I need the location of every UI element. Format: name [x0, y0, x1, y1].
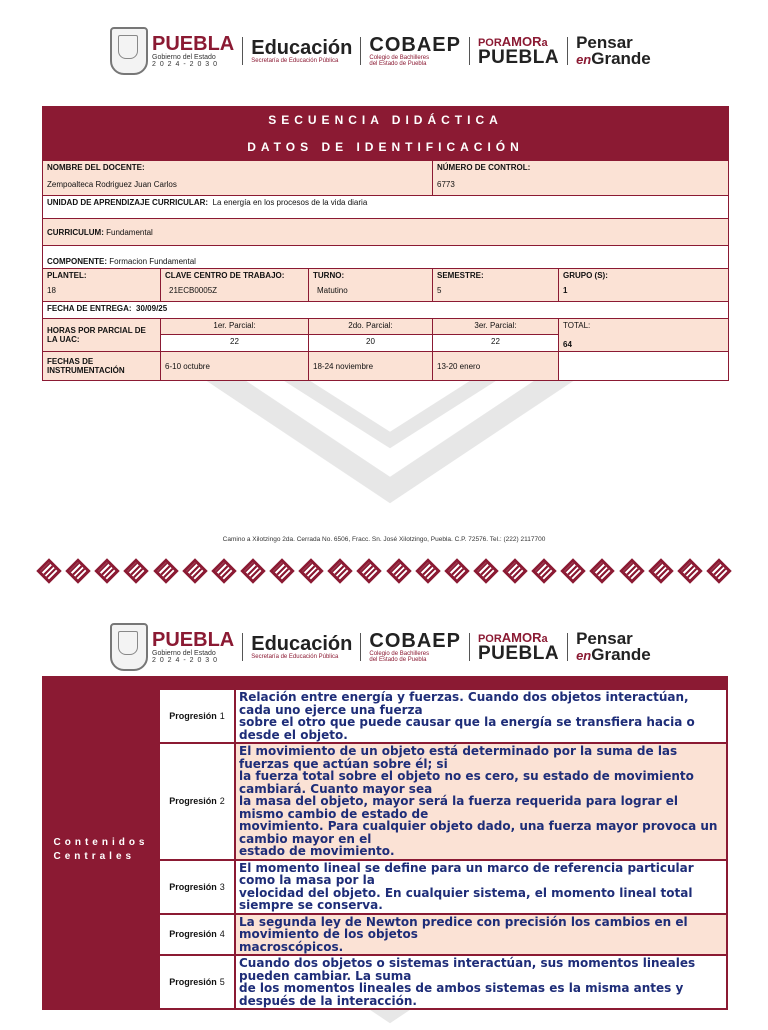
- componente-label: COMPONENTE:: [47, 257, 107, 266]
- progresion-label-text: Progresión: [169, 977, 217, 987]
- a-label: a: [541, 633, 548, 645]
- componente-value: Formacion Fundamental: [109, 257, 196, 266]
- sep-label: Secretaría de Educación Pública: [251, 654, 339, 660]
- progresion-label: [160, 956, 236, 1008]
- curriculum-value: Fundamental: [106, 227, 153, 237]
- institutional-header: [110, 20, 660, 82]
- progresion-row: [160, 861, 726, 915]
- curriculum-row: [43, 219, 729, 246]
- control-value: 6773: [437, 180, 455, 189]
- progresion-label: [160, 690, 236, 742]
- puebla-crest-icon: [110, 27, 148, 75]
- puebla-crest-icon: [110, 623, 148, 671]
- progresion-row: [160, 956, 726, 1010]
- total-value: 64: [563, 340, 572, 349]
- ornament-icon: [619, 558, 644, 583]
- progresion-text-line: El momento lineal se define para un marco de referencia particular como la masa por la: [239, 860, 694, 887]
- plantel-value: 18: [47, 286, 56, 295]
- progresion-label-text: Progresión: [169, 711, 217, 721]
- ornament-icon: [298, 558, 323, 583]
- contenidos-side-label: [42, 690, 160, 1010]
- cobaep-title: COBAEP: [369, 630, 461, 652]
- horas2-value: 20: [309, 335, 433, 352]
- progresion-label-text: Progresión: [169, 796, 217, 807]
- progresion-text-line: velocidad del objeto. En cualquier sistema, el momento lineal total siempre se conserva.: [239, 885, 693, 912]
- ornament-icon: [502, 558, 527, 583]
- progresion-text: [236, 861, 726, 913]
- puebla-brand: [152, 34, 234, 68]
- amor-label: AMOR: [501, 34, 542, 49]
- ident-title: DATOS DE IDENTIFICACIÓN: [247, 140, 524, 154]
- colegio-line1: Colegio de Bachilleres: [369, 651, 430, 657]
- side-line1: Contenidos: [53, 837, 149, 848]
- ornament-icon: [65, 558, 90, 583]
- ornament-icon: [269, 558, 294, 583]
- fecha1-value: 6-10 octubre: [161, 352, 309, 381]
- docente-row: [43, 161, 729, 196]
- ornament-icon: [328, 558, 353, 583]
- colegio-line1: Colegio de Bachilleres: [369, 55, 430, 61]
- cobaep-brand: [369, 631, 461, 663]
- ornament-icon: [211, 558, 236, 583]
- progresion-text-line: macroscópicos.: [239, 939, 344, 954]
- divider: [567, 37, 568, 65]
- ornament-icon: [590, 558, 615, 583]
- uac-value: La energía en los procesos de la vida diaria: [212, 198, 368, 207]
- progresion-text-line: sobre el otro que puede causar que la energía se transfiera hacia o desde el objeto.: [239, 715, 695, 742]
- cobaep-title: COBAEP: [369, 34, 461, 56]
- educacion-title: Educación: [251, 37, 353, 59]
- progresion-text-line: la masa del objeto, mayor será la fuerza requerida para lograr el mismo cambio de estado de: [239, 794, 678, 821]
- ornament-icon: [531, 558, 556, 583]
- poramor-brand: [478, 36, 559, 66]
- divider: [567, 633, 568, 661]
- clave-label: CLAVE CENTRO DE TRABAJO:: [165, 271, 285, 280]
- divider: [469, 37, 470, 65]
- docente-value: Zempoalteca Rodriguez Juan Carlos: [47, 180, 177, 189]
- footer-address: Camino a Xilotzingo 2da. Cerrada No. 6506, Fracc. Sn. José Xilotzingo, Puebla. C.P. 72576. Tel.: (222) 2117700: [222, 536, 546, 543]
- fecha3-value: 13-20 enero: [433, 352, 559, 381]
- contenidos-top-bar: [42, 676, 728, 690]
- years-label: 2 0 2 4 - 2 0 3 0: [152, 657, 219, 664]
- fecha-entrega-row: [43, 302, 729, 319]
- puebla-brand: [152, 630, 234, 664]
- fecha-value: 30/09/25: [136, 304, 168, 313]
- clave-value: 21ECB0005Z: [169, 286, 218, 295]
- progresion-text-line: Relación entre energía y fuerzas. Cuando dos objetos interactúan, cada uno ejerce una fuerza: [239, 690, 689, 717]
- educacion-title: Educación: [251, 633, 353, 655]
- docente-label: NOMBRE DEL DOCENTE:: [47, 163, 145, 172]
- sep-label: Secretaría de Educación Pública: [251, 58, 339, 64]
- gobierno-label: Gobierno del Estado: [152, 650, 216, 657]
- en-label: en: [576, 52, 592, 67]
- progresion-number: 4: [219, 929, 225, 940]
- semestre-value: 5: [437, 286, 442, 295]
- uac-label: UNIDAD DE APRENDIZAJE CURRICULAR:: [47, 198, 209, 207]
- divider: [360, 37, 361, 65]
- ornament-icon: [386, 558, 411, 583]
- progresion-label: [160, 861, 236, 913]
- uac-row: [43, 196, 729, 219]
- puebla-big-label: PUEBLA: [477, 642, 560, 664]
- ornament-icon: [444, 558, 469, 583]
- sequence-title-row: [43, 107, 729, 134]
- progresion-text-line: Cuando dos objetos o sistemas interactúan, sus momentos lineales pueden cambiar. La suma: [239, 956, 696, 983]
- progresion-label-text: Progresión: [169, 881, 217, 892]
- progresion-number: 2: [219, 796, 225, 807]
- institutional-header-2: [110, 616, 660, 678]
- puebla-title: PUEBLA: [152, 629, 235, 651]
- gobierno-label: Gobierno del Estado: [152, 54, 216, 61]
- fechas-row: [43, 352, 729, 381]
- por-label: POR: [477, 633, 502, 645]
- ornament-icon: [124, 558, 149, 583]
- curriculum-label: CURRICULUM:: [47, 227, 104, 237]
- progresion-row: [160, 744, 726, 861]
- amor-label: AMOR: [501, 630, 542, 645]
- progresion-label: [160, 744, 236, 859]
- grande-label: Grande: [591, 645, 651, 664]
- plantel-row: [43, 269, 729, 302]
- ident-title-row: [43, 134, 729, 161]
- ornament-icon: [648, 558, 673, 583]
- side-line2: Centrales: [53, 851, 136, 862]
- progresion-text: [236, 744, 726, 859]
- colegio-line2: del Estado de Puebla: [369, 61, 427, 67]
- grupo-label: GRUPO (S):: [563, 271, 608, 280]
- progresion-text: [236, 915, 726, 955]
- grupo-value: 1: [563, 286, 568, 295]
- contenidos-table: [42, 676, 728, 1010]
- divider: [469, 633, 470, 661]
- progresion-number: 3: [219, 881, 225, 892]
- turno-label: TURNO:: [313, 271, 345, 280]
- decorative-band: [40, 556, 728, 586]
- progresion-label-text: Progresión: [169, 929, 217, 940]
- por-label: POR: [477, 37, 502, 49]
- ornament-icon: [706, 558, 731, 583]
- ornament-icon: [473, 558, 498, 583]
- a-label: a: [541, 37, 548, 49]
- progresion-text-line: la fuerza total sobre el objeto no es cero, su estado de movimiento cambiará. Cuanto mayor sea: [239, 769, 694, 796]
- progresion-number: 5: [219, 977, 225, 987]
- total-label: TOTAL:: [563, 321, 591, 330]
- fecha2-value: 18-24 noviembre: [309, 352, 433, 381]
- parcial2-label: 2do. Parcial:: [309, 319, 433, 335]
- progresion-text-line: movimiento. Para cualquier objeto dado, una fuerza mayor provoca un cambio mayor en el: [239, 819, 718, 846]
- horas-label: HORAS POR PARCIAL DE LA UAC:: [43, 319, 161, 352]
- progresiones-list: [160, 690, 728, 1010]
- componente-row: [43, 246, 729, 269]
- semestre-label: SEMESTRE:: [437, 271, 484, 280]
- progresion-text-line: El movimiento de un objeto está determinado por la suma de las fuerzas que actúan sobre él; si: [239, 744, 678, 771]
- control-label: NÚMERO DE CONTROL:: [437, 163, 531, 172]
- divider: [242, 633, 243, 661]
- identification-table: [42, 106, 729, 381]
- horas-header-row: [43, 319, 729, 335]
- pensar-label: Pensar: [576, 628, 633, 648]
- ornament-icon: [677, 558, 702, 583]
- puebla-big-label: PUEBLA: [477, 46, 560, 68]
- fechas-label: FECHAS DE INSTRUMENTACIÓN: [43, 352, 161, 381]
- ornament-icon: [561, 558, 586, 583]
- progresion-text-line: de los momentos lineales de ambos sistemas es la misma antes y después de la interacción.: [239, 981, 684, 1008]
- progresion-text-line: La segunda ley de Newton predice con precisión los cambios en el movimiento de los objetos: [239, 914, 688, 941]
- progresion-number: 1: [219, 711, 225, 721]
- poramor-brand: [478, 632, 559, 662]
- progresion-row: [160, 690, 726, 744]
- divider: [360, 633, 361, 661]
- cobaep-brand: [369, 35, 461, 67]
- horas1-value: 22: [161, 335, 309, 352]
- ornament-icon: [240, 558, 265, 583]
- ornament-icon: [153, 558, 178, 583]
- puebla-title: PUEBLA: [152, 33, 235, 55]
- ornament-icon: [182, 558, 207, 583]
- grande-label: Grande: [591, 49, 651, 68]
- educacion-brand: [251, 634, 352, 660]
- en-label: en: [576, 648, 592, 663]
- turno-value: Matutino: [317, 286, 348, 295]
- colegio-line2: del Estado de Puebla: [369, 657, 427, 663]
- years-label: 2 0 2 4 - 2 0 3 0: [152, 61, 219, 68]
- progresion-label: [160, 915, 236, 955]
- educacion-brand: [251, 38, 352, 64]
- pensar-brand: [576, 32, 651, 68]
- plantel-label: PLANTEL:: [47, 271, 87, 280]
- parcial3-label: 3er. Parcial:: [433, 319, 559, 335]
- pensar-label: Pensar: [576, 32, 633, 52]
- sequence-title: SECUENCIA DIDÁCTICA: [268, 113, 503, 127]
- horas3-value: 22: [433, 335, 559, 352]
- ornament-icon: [36, 558, 61, 583]
- parcial1-label: 1er. Parcial:: [161, 319, 309, 335]
- progresion-row: [160, 915, 726, 957]
- divider: [242, 37, 243, 65]
- progresion-text: [236, 690, 726, 742]
- progresion-text: [236, 956, 726, 1008]
- ornament-icon: [415, 558, 440, 583]
- fecha-label: FECHA DE ENTREGA:: [47, 304, 132, 313]
- ornament-icon: [95, 558, 120, 583]
- ornament-icon: [357, 558, 382, 583]
- progresion-text-line: estado de movimiento.: [239, 844, 395, 858]
- pensar-brand: [576, 628, 651, 664]
